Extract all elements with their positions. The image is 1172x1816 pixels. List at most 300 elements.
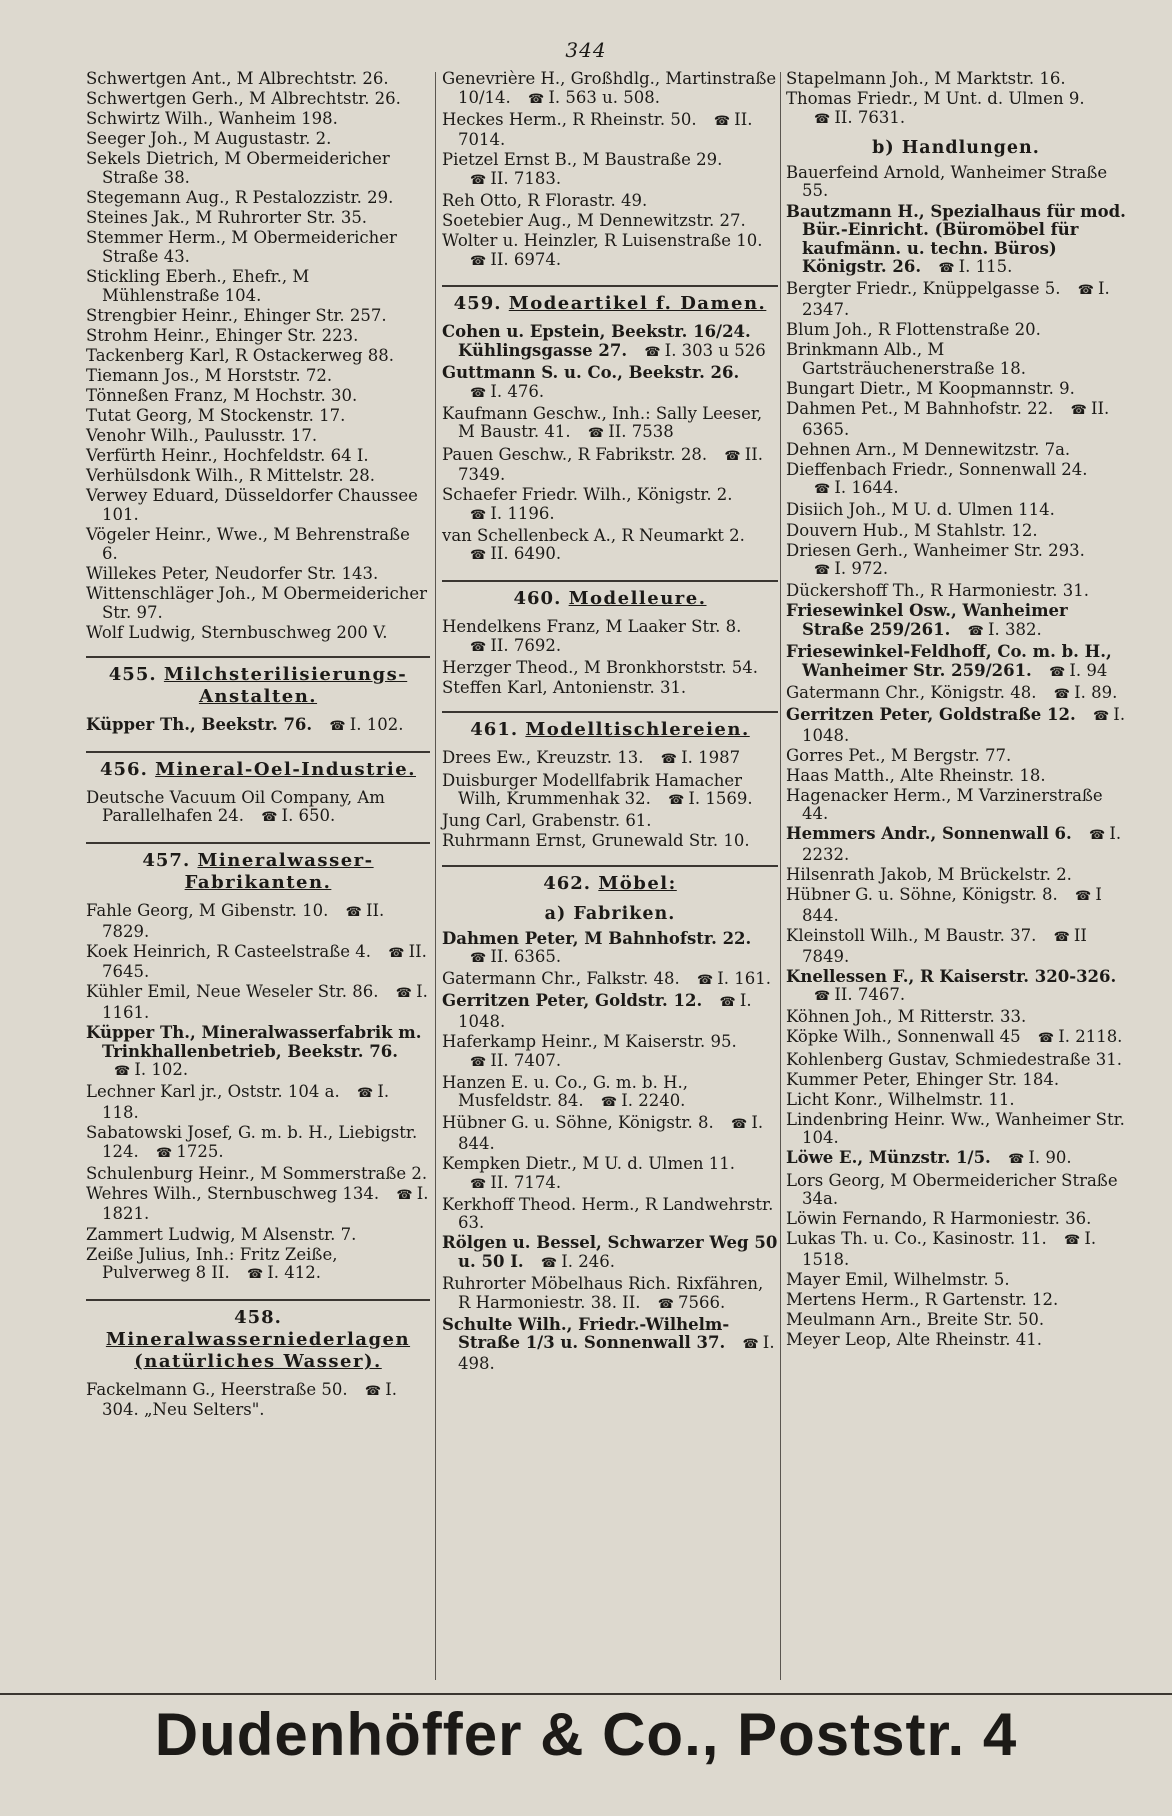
telephone-number: ☎ I. 476. <box>458 382 544 401</box>
entry-text: Hendelkens Franz, M Laaker Str. 8. <box>442 617 742 637</box>
entry-text: Genevrière H., Großhdlg., Martinstraße 10/14. <box>442 69 777 107</box>
entry-text: Dieffenbach Friedr., Sonnenwall 24. <box>786 459 1088 479</box>
entry-text: Lukas Th. u. Co., Kasinostr. 11. <box>786 1229 1047 1249</box>
directory-entry <box>786 1028 1126 1049</box>
directory-entry <box>442 618 778 657</box>
entry-text: Friesewinkel Osw., Wanheimer Straße 259/261. <box>786 601 1068 640</box>
directory-entry <box>442 364 778 403</box>
telephone-number: ☎ I. 2347. <box>802 279 1110 319</box>
entry-text: Douvern Hub., M Stahlstr. 12. <box>786 520 1038 540</box>
directory-entry <box>86 268 430 305</box>
section-title: Möbel: <box>598 872 677 894</box>
telephone-number: ☎ II. 7349. <box>458 445 763 485</box>
telephone-number: ☎ I. 2240. <box>589 1091 686 1110</box>
entry-text: Dehnen Arn., M Dennewitzstr. 7a. <box>786 439 1071 459</box>
entry-text: Löwin Fernando, R Harmoniestr. 36. <box>786 1209 1092 1229</box>
section-title: Modeartikel f. Damen. <box>508 293 767 315</box>
telephone-number: ☎ I. 2118. <box>1026 1027 1123 1046</box>
directory-entry <box>786 886 1126 925</box>
directory-entry <box>442 1234 778 1273</box>
directory-entry <box>442 151 778 190</box>
entry-text: Köhnen Joh., M Ritterstr. 33. <box>786 1007 1027 1027</box>
column-divider <box>780 72 781 1680</box>
entry-text: Vögeler Heinr., Wwe., M Behrenstraße 6. <box>86 525 410 563</box>
directory-entry <box>86 347 430 366</box>
telephone-number: ☎ I. 1821. <box>102 1184 428 1224</box>
entry-text: Haas Matth., Alte Rheinstr. 18. <box>786 765 1046 785</box>
telephone-number: ☎ II. 7467. <box>802 985 905 1004</box>
directory-entry <box>786 706 1126 745</box>
section-title: Modelleure. <box>568 588 707 610</box>
section-number: 456. <box>100 758 156 780</box>
entry-text: Stemmer Herm., M Obermeidericher Straße 43. <box>86 228 397 266</box>
directory-entry <box>86 90 430 109</box>
subsection-title: b) Handlungen. <box>872 138 1040 159</box>
directory-entry <box>442 1114 778 1153</box>
telephone-number: ☎ I. 1518. <box>802 1229 1096 1269</box>
entry-text: Zeiße Julius, Inh.: Fritz Zeiße, Pulverweg 8 II. <box>86 1244 338 1283</box>
directory-entry <box>442 749 778 770</box>
directory-entry <box>442 212 778 231</box>
directory-entry <box>86 70 430 89</box>
entry-text: Tackenberg Karl, R Ostackerweg 88. <box>86 345 394 365</box>
directory-entry <box>786 602 1126 641</box>
directory-entry <box>86 1226 430 1245</box>
telephone-number: ☎ II. 7538 <box>576 422 674 441</box>
entry-text: Verwey Eduard, Düsseldorfer Chaussee 101. <box>86 486 418 525</box>
telephone-number: ☎ II. 6974. <box>458 250 561 269</box>
directory-entry <box>786 400 1126 439</box>
entry-text: Hemmers Andr., Sonnenwall 6. <box>786 824 1072 844</box>
directory-entry <box>442 1033 778 1072</box>
telephone-number: ☎ II. 6490. <box>458 544 561 563</box>
entry-text: Stegemann Aug., R Pestalozzistr. 29. <box>86 188 394 208</box>
telephone-number: ☎ I. 498. <box>458 1333 775 1373</box>
telephone-number: ☎ I. 102. <box>317 715 403 734</box>
telephone-number: ☎ I. 1569. <box>656 789 753 808</box>
directory-entry <box>442 1074 778 1113</box>
directory-entry <box>86 902 430 941</box>
telephone-number: ☎ II. 7692. <box>458 636 561 655</box>
entry-text: Schwertgen Ant., M Albrechtstr. 26. <box>86 69 389 88</box>
directory-entry <box>86 1381 430 1420</box>
directory-entry <box>442 405 778 444</box>
section-title: Modelltischlereien. <box>525 719 750 741</box>
column-2 <box>442 70 778 1375</box>
directory-entry <box>442 1275 778 1314</box>
entry-text: Hübner G. u. Söhne, Königstr. 8. <box>442 1113 714 1133</box>
entry-text: Verhülsdonk Wilh., R Mittelstr. 28. <box>86 466 376 486</box>
entry-text: Guttmann S. u. Co., Beekstr. 26. <box>442 363 740 383</box>
directory-entry <box>786 767 1126 786</box>
section-number: 461. <box>470 719 526 741</box>
telephone-number: ☎ I. 246. <box>529 1252 615 1271</box>
telephone-number: ☎ II. 7014. <box>458 110 752 150</box>
entry-text: Wehres Wilh., Sternbuschweg 134. <box>86 1183 380 1203</box>
telephone-number: ☎ II. 7631. <box>802 108 905 127</box>
directory-entry <box>786 825 1126 864</box>
directory-entry <box>786 866 1126 885</box>
entry-text: Knellessen F., R Kaiserstr. 320-326. <box>786 966 1117 986</box>
telephone-number: ☎ II. 7645. <box>102 942 427 982</box>
subsection-title: a) Fabriken. <box>544 903 676 924</box>
section-title: Mineralwasser-Fabrikanten. <box>184 850 374 893</box>
telephone-number: ☎ I. 412. <box>235 1263 321 1282</box>
directory-entry <box>786 164 1126 201</box>
directory-entry <box>86 1165 430 1184</box>
entry-text: Gatermann Chr., Falkstr. 48. <box>442 969 680 989</box>
directory-entry <box>442 446 778 485</box>
directory-entry <box>86 307 430 326</box>
footer-advertisement: Dudenhöffer & Co., Poststr. 4 <box>0 1693 1172 1775</box>
entry-text: Dückershoff Th., R Harmoniestr. 31. <box>786 581 1090 601</box>
section-heading <box>442 711 778 741</box>
directory-entry <box>86 526 430 563</box>
entry-text: Reh Otto, R Florastr. 49. <box>442 191 648 211</box>
directory-entry <box>442 970 778 991</box>
entry-text: Kleinstoll Wilh., M Baustr. 37. <box>786 925 1037 945</box>
telephone-number: ☎ I. 118. <box>102 1082 389 1122</box>
entry-text: Thomas Friedr., M Unt. d. Ulmen 9. <box>786 89 1085 109</box>
section-number: 457. <box>142 850 198 871</box>
directory-entry <box>786 643 1126 682</box>
entry-text: Mertens Herm., R Gartenstr. 12. <box>786 1290 1059 1310</box>
entry-text: Lindenbring Heinr. Ww., Wanheimer Str. 104. <box>786 1109 1125 1148</box>
telephone-number: ☎ I. 1161. <box>102 982 428 1022</box>
entry-text: Willekes Peter, Neudorfer Str. 143. <box>86 563 379 583</box>
directory-entry <box>442 1316 778 1374</box>
directory-entry <box>442 679 778 698</box>
directory-entry <box>442 992 778 1031</box>
entry-text: Strohm Heinr., Ehinger Str. 223. <box>86 325 359 345</box>
entry-text: Wolter u. Heinzler, R Luisenstraße 10. <box>442 231 763 251</box>
telephone-number: ☎ I 844. <box>802 885 1102 925</box>
entry-text: Bungart Dietr., M Koopmannstr. 9. <box>786 378 1075 398</box>
directory-entry <box>786 1311 1126 1330</box>
telephone-number: ☎ I. 1987 <box>649 748 740 767</box>
directory-entry <box>86 1246 430 1285</box>
entry-text: Strengbier Heinr., Ehinger Str. 257. <box>86 305 387 325</box>
entry-text: Gerritzen Peter, Goldstr. 12. <box>442 991 703 1011</box>
column-1 <box>86 70 430 1421</box>
telephone-number: ☎ II. 7174. <box>458 1173 561 1192</box>
directory-entry <box>786 1172 1126 1209</box>
telephone-number: ☎ I. 161. <box>685 969 771 988</box>
entry-text: Kempken Dietr., M U. d. Ulmen 11. <box>442 1154 735 1174</box>
entry-text: Fahle Georg, M Gibenstr. 10. <box>86 901 329 920</box>
directory-entry <box>86 716 430 737</box>
telephone-number: ☎ I. 1644. <box>802 478 899 497</box>
entry-text: Küpper Th., Beekstr. 76. <box>86 715 313 735</box>
telephone-number: ☎ II 7849. <box>802 926 1087 966</box>
directory-entry <box>86 229 430 266</box>
directory-entry <box>786 1008 1126 1027</box>
section-heading <box>442 865 778 895</box>
directory-entry <box>786 1111 1126 1148</box>
telephone-number: ☎ I. 972. <box>802 559 888 578</box>
directory-entry <box>786 927 1126 966</box>
entry-text: Köpke Wilh., Sonnenwall 45 <box>786 1027 1021 1047</box>
directory-entry <box>786 1331 1126 1350</box>
directory-entry <box>786 461 1126 500</box>
entry-text: Deutsche Vacuum Oil Company, Am Parallelhafen 24. <box>86 787 385 826</box>
entry-text: Hilsenrath Jakob, M Brückelstr. 2. <box>786 865 1072 885</box>
directory-entry <box>786 341 1126 378</box>
entry-text: Gerritzen Peter, Goldstraße 12. <box>786 704 1076 724</box>
telephone-number: ☎ I. 90. <box>996 1148 1072 1167</box>
entry-text: Hagenacker Herm., M Varzinerstraße 44. <box>786 785 1103 824</box>
entry-text: Rölgen u. Bessel, Schwarzer Weg 50 u. 50 I. <box>442 1233 778 1271</box>
directory-entry <box>786 1271 1126 1290</box>
entry-text: Schulte Wilh., Friedr.-Wilhelm-Straße 1/3 u. Sonnenwall 37. <box>442 1314 730 1353</box>
entry-text: Kohlenberg Gustav, Schmiedestraße 31. <box>786 1049 1123 1069</box>
entry-text: Küpper Th., Mineralwasserfabrik m. Trinkhallenbetrieb, Beekstr. 76. <box>86 1023 422 1061</box>
entry-text: Schwirtz Wilh., Wanheim 198. <box>86 109 338 129</box>
entry-text: Ruhrorter Möbelhaus Rich. Rixfähren, R Harmoniestr. 38. II. <box>442 1274 764 1312</box>
directory-entry <box>86 367 430 386</box>
subsection-heading <box>786 139 1126 158</box>
telephone-number: ☎ I. 115. <box>926 257 1012 276</box>
directory-entry <box>442 659 778 678</box>
directory-entry <box>86 387 430 406</box>
entry-text: Cohen u. Epstein, Beekstr. 16/24. Kühlingsgasse 27. <box>442 322 751 361</box>
telephone-number: ☎ I. 89. <box>1042 683 1118 702</box>
directory-entry <box>86 565 430 584</box>
entry-text: Kummer Peter, Ehinger Str. 184. <box>786 1069 1060 1089</box>
directory-entry <box>442 832 778 851</box>
entry-text: Friesewinkel-Feldhoff, Co. m. b. H., Wanheimer Str. 259/261. <box>786 642 1112 680</box>
directory-entry <box>86 943 430 982</box>
directory-entry <box>86 467 430 486</box>
directory-entry <box>786 684 1126 705</box>
section-title: Milchsterilisierungs-Anstalten. <box>163 664 408 708</box>
telephone-number: ☎ I. 304. „Neu Selters". <box>102 1380 397 1420</box>
entry-text: Lechner Karl jr., Oststr. 104 a. <box>86 1082 340 1102</box>
entry-text: Kerkhoff Theod. Herm., R Landwehrstr. 63. <box>442 1194 774 1233</box>
section-heading <box>86 1299 430 1373</box>
directory-entry <box>786 522 1126 541</box>
directory-entry <box>86 487 430 524</box>
section-number: 460. <box>513 588 569 610</box>
directory-entry <box>86 1024 430 1082</box>
directory-entry <box>442 930 778 969</box>
telephone-number: ☎ II. 6365. <box>802 399 1109 439</box>
entry-text: Sabatowski Josef, G. m. b. H., Liebigstr. 124. <box>86 1123 418 1161</box>
directory-entry <box>786 1091 1126 1110</box>
section-number: 462. <box>543 872 599 894</box>
directory-entry <box>442 527 778 566</box>
entry-text: Bauerfeind Arnold, Wanheimer Straße 55. <box>786 162 1108 201</box>
telephone-number: ☎ I. 650. <box>249 806 335 825</box>
directory-entry <box>786 380 1126 399</box>
section-heading <box>86 656 430 708</box>
telephone-number: ☎ II. 7183. <box>458 169 561 188</box>
page-number: 344 <box>565 38 607 62</box>
entry-text: Steffen Karl, Antonienstr. 31. <box>442 677 687 697</box>
section-title: Mineral-Oel-Industrie. <box>155 758 416 780</box>
entry-text: Stapelmann Joh., M Marktstr. 16. <box>786 69 1066 88</box>
entry-text: Lors Georg, M Obermeidericher Straße 34a. <box>786 1170 1118 1209</box>
entry-text: Meulmann Arn., Breite Str. 50. <box>786 1310 1045 1330</box>
section-number: 458. <box>234 1306 282 1328</box>
directory-entry <box>86 209 430 228</box>
telephone-number: ☎ I. 1196. <box>458 504 555 523</box>
entry-text: Herzger Theod., M Bronkhorststr. 54. <box>442 657 758 677</box>
entry-text: Sekels Dietrich, M Obermeidericher Straße 38. <box>86 149 390 187</box>
directory-entry <box>86 327 430 346</box>
directory-entry <box>86 189 430 208</box>
entry-text: Duisburger Modellfabrik Hamacher Wilh, Krummenhak 32. <box>442 770 742 809</box>
telephone-number: ☎ I. 303 u 526 <box>632 341 765 360</box>
entry-text: Schulenburg Heinr., M Sommerstraße 2. <box>86 1163 428 1183</box>
directory-entry <box>86 447 430 466</box>
directory-entry <box>442 70 778 109</box>
directory-entry <box>86 407 430 426</box>
directory-entry <box>86 150 430 187</box>
entry-text: Hanzen E. u. Co., G. m. b. H., Musfeldstr. 84. <box>442 1072 688 1111</box>
entry-text: Jung Carl, Grabenstr. 61. <box>442 811 652 831</box>
directory-entry <box>442 192 778 211</box>
directory-entry <box>86 1185 430 1224</box>
entry-text: Tiemann Jos., M Horststr. 72. <box>86 365 333 385</box>
directory-entry <box>442 232 778 271</box>
directory-entry <box>786 203 1126 279</box>
section-heading <box>442 285 778 315</box>
directory-entry <box>86 1124 430 1163</box>
section-number: 459. <box>453 293 509 315</box>
entry-text: Pauen Geschw., R Fabrikstr. 28. <box>442 444 708 464</box>
entry-text: Kaufmann Geschw., Inh.: Sally Leeser, M Baustr. 41. <box>442 403 763 442</box>
directory-entry <box>786 1230 1126 1269</box>
section-heading <box>86 842 430 894</box>
section-number: 455. <box>108 664 164 686</box>
entry-text: Haferkamp Heinr., M Kaiserstr. 95. <box>442 1031 737 1051</box>
entry-text: Koek Heinrich, R Casteelstraße 4. <box>86 941 372 961</box>
entry-text: Wolf Ludwig, Sternbuschweg 200 V. <box>86 622 388 642</box>
entry-text: Licht Konr., Wilhelmstr. 11. <box>786 1089 1015 1109</box>
entry-text: Tutat Georg, M Stockenstr. 17. <box>86 406 346 426</box>
telephone-number: ☎ II. 7829. <box>102 901 384 941</box>
directory-entry <box>442 323 778 362</box>
directory-entry <box>786 1149 1126 1170</box>
entry-text: Disiich Joh., M U. d. Ulmen 114. <box>786 500 1055 520</box>
entry-text: van Schellenbeck A., R Neumarkt 2. <box>442 525 745 545</box>
entry-text: Dahmen Pet., M Bahnhofstr. 22. <box>786 399 1054 418</box>
entry-text: Heckes Herm., R Rheinstr. 50. <box>442 109 697 129</box>
entry-text: Tönneßen Franz, M Hochstr. 30. <box>86 386 358 405</box>
section-heading <box>86 751 430 781</box>
directory-entry <box>442 1155 778 1194</box>
entry-text: Löwe E., Münzstr. 1/5. <box>786 1148 991 1168</box>
entry-text: Pietzel Ernst B., M Baustraße 29. <box>442 150 723 170</box>
directory-entry <box>86 983 430 1022</box>
entry-text: Hübner G. u. Söhne, Königstr. 8. <box>786 885 1058 905</box>
telephone-number: ☎ 7566. <box>646 1293 726 1312</box>
directory-entry <box>786 968 1126 1007</box>
directory-entry <box>786 441 1126 460</box>
directory-entry <box>86 585 430 622</box>
directory-entry <box>86 624 430 643</box>
directory-entry <box>86 427 430 446</box>
column-divider <box>435 72 436 1680</box>
directory-entry <box>786 1051 1126 1070</box>
telephone-number: ☎ I. 1048. <box>458 991 752 1031</box>
telephone-number: ☎ I. 94 <box>1037 661 1107 680</box>
directory-entry <box>442 812 778 831</box>
directory-entry <box>86 1083 430 1122</box>
entry-text: Brinkmann Alb., M Gartsträuchenerstraße 18. <box>786 340 1026 378</box>
entry-text: Kühler Emil, Neue Weseler Str. 86. <box>86 982 379 1002</box>
directory-entry <box>786 280 1126 319</box>
entry-text: Gorres Pet., M Bergstr. 77. <box>786 745 1012 765</box>
directory-entry <box>86 130 430 149</box>
entry-text: Ruhrmann Ernst, Grunewald Str. 10. <box>442 831 750 851</box>
entry-text: Soetebier Aug., M Dennewitzstr. 27. <box>442 211 746 231</box>
directory-entry <box>786 70 1126 89</box>
directory-entry <box>786 787 1126 824</box>
telephone-number: ☎ I. 1048. <box>802 705 1125 745</box>
directory-entry <box>442 486 778 525</box>
telephone-number: ☎ II. 6365. <box>458 947 561 966</box>
entry-text: Drees Ew., Kreuzstr. 13. <box>442 748 644 768</box>
telephone-number: ☎ II. 7407. <box>458 1051 561 1070</box>
entry-text: Schwertgen Gerh., M Albrechtstr. 26. <box>86 89 401 109</box>
directory-entry <box>786 90 1126 129</box>
directory-entry <box>786 582 1126 601</box>
telephone-number: ☎ I. 844. <box>458 1113 763 1153</box>
directory-entry <box>786 1291 1126 1310</box>
entry-text: Schaefer Friedr. Wilh., Königstr. 2. <box>442 485 733 505</box>
section-title: Mineralwasserniederlagen (natürliches Wasser). <box>105 1328 411 1372</box>
entry-text: Gatermann Chr., Königstr. 48. <box>786 682 1037 702</box>
entry-text: Steines Jak., M Ruhrorter Str. 35. <box>86 208 368 228</box>
column-3 <box>786 70 1126 1351</box>
entry-text: Meyer Leop, Alte Rheinstr. 41. <box>786 1330 1043 1350</box>
entry-text: Bautzmann H., Spezialhaus für mod. Bür.-Einricht. (Büromöbel für kaufmänn. u. techn. Büros) Königstr. 26. <box>786 201 1126 277</box>
directory-entry <box>442 772 778 811</box>
entry-text: Seeger Joh., M Augustastr. 2. <box>86 129 332 149</box>
entry-text: Stickling Eberh., Ehefr., M Mühlenstraße 104. <box>86 266 310 305</box>
directory-entry <box>786 1210 1126 1229</box>
telephone-number: ☎ I. 2232. <box>802 824 1121 864</box>
entry-text: Blum Joh., R Flottenstraße 20. <box>786 320 1041 340</box>
subsection-heading <box>442 905 778 924</box>
telephone-number: ☎ 1725. <box>144 1142 224 1161</box>
entry-text: Bergter Friedr., Knüppelgasse 5. <box>786 279 1061 299</box>
directory-entry <box>786 321 1126 340</box>
directory-entry <box>786 1071 1126 1090</box>
directory-entry <box>86 789 430 828</box>
directory-entry <box>442 1196 778 1233</box>
entry-text: Venohr Wilh., Paulusstr. 17. <box>86 426 318 446</box>
entry-text: Fackelmann G., Heerstraße 50. <box>86 1379 348 1399</box>
directory-entry <box>786 542 1126 581</box>
telephone-number: ☎ I. 382. <box>956 620 1042 639</box>
section-heading <box>442 580 778 610</box>
telephone-number: ☎ I. 563 u. 508. <box>516 88 660 107</box>
entry-text: Mayer Emil, Wilhelmstr. 5. <box>786 1270 1010 1290</box>
entry-text: Driesen Gerh., Wanheimer Str. 293. <box>786 540 1085 560</box>
entry-text: Dahmen Peter, M Bahnhofstr. 22. <box>442 928 752 948</box>
directory-entry <box>786 501 1126 520</box>
entry-text: Verfürth Heinr., Hochfeldstr. 64 I. <box>86 446 369 466</box>
telephone-number: ☎ I. 102. <box>102 1060 188 1079</box>
directory-entry <box>442 111 778 150</box>
directory-entry <box>786 747 1126 766</box>
entry-text: Zammert Ludwig, M Alsenstr. 7. <box>86 1224 357 1244</box>
entry-text: Wittenschläger Joh., M Obermeidericher Str. 97. <box>86 583 427 622</box>
directory-entry <box>86 110 430 129</box>
